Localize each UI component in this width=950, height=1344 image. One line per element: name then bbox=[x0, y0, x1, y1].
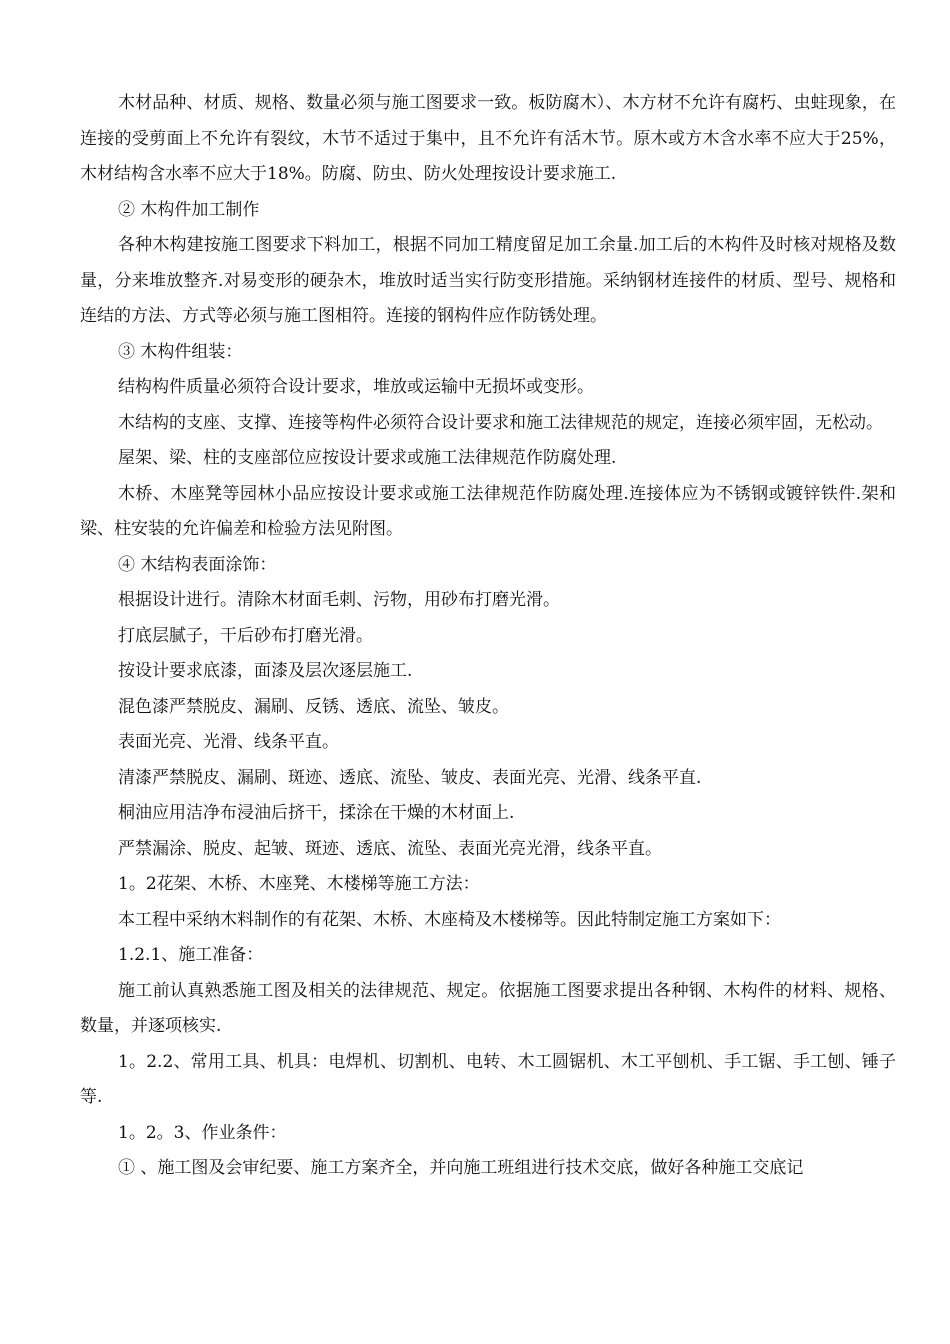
heading-section-1-2-3: 1。2。3、作业条件： bbox=[118, 1122, 287, 1143]
paragraph-garden-features: 木桥、木座凳等园林小品应按设计要求或施工法律规范作防腐处理.连接体应为不锈钢或镀锌铁件.架和梁、柱安装的允许偏差和检验方法见附图。 bbox=[80, 483, 896, 539]
paragraph-coating-2: 打底层腻子，干后砂布打磨光滑。 bbox=[118, 625, 373, 646]
paragraph-coating-8: 严禁漏涂、脱皮、起皱、斑迹、透底、流坠、表面光亮光滑，线条平直。 bbox=[118, 838, 662, 859]
paragraph-coating-1: 根据设计进行。清除木材面毛刺、污物，用砂布打磨光滑。 bbox=[118, 590, 560, 610]
paragraph-coating-6: 清漆严禁脱皮、漏刷、斑迹、透底、流坠、皱皮、表面光亮、光滑、线条平直. bbox=[118, 767, 702, 788]
heading-section-1-2-1: 1.2.1、施工准备： bbox=[118, 945, 264, 965]
paragraph-work-conditions: ① 、施工图及会审纪要、施工方案齐全，并向施工班组进行技术交底，做好各种施工交底记 bbox=[118, 1158, 804, 1178]
paragraph-coating-4: 混色漆严禁脱皮、漏刷、反锈、透底、流坠、皱皮。 bbox=[118, 696, 509, 717]
paragraph-section-1-2: 本工程中采纳木料制作的有花架、木桥、木座椅及木楼梯等。因此特制定施工方案如下： bbox=[118, 909, 781, 930]
paragraph-assembly-quality: 结构构件质量必须符合设计要求，堆放或运输中无损坏或变形。 bbox=[118, 377, 594, 397]
heading-surface-coating: ④ 木结构表面涂饰： bbox=[118, 554, 277, 575]
heading-section-1-2: 1。2花架、木桥、木座凳、木楼梯等施工方法： bbox=[118, 874, 480, 894]
paragraph-coating-7: 桐油应用洁净布浸油后挤干，揉涂在干燥的木材面上. bbox=[118, 803, 515, 823]
heading-component-fabrication: ② 木构件加工制作 bbox=[118, 199, 260, 220]
heading-component-assembly: ③ 木构件组装： bbox=[118, 341, 243, 362]
paragraph-preparation: 施工前认真熟悉施工图及相关的法律规范、规定。依据施工图要求提出各种钢、木构件的材料、规格、数量，并逐项核实. bbox=[80, 980, 896, 1036]
paragraph-coating-5: 表面光亮、光滑、线条平直。 bbox=[118, 732, 339, 752]
paragraph-fabrication: 各种木构建按施工图要求下料加工，根据不同加工精度留足加工余量.加工后的木构件及时核对规格及数量，分来堆放整齐.对易变形的硬杂木，堆放时适当实行防变形措施。采纳钢材连接件的材质、型号、规格和连结的方法、方式等必须与施工图相符。连接的钢构件应作防锈处理。 bbox=[80, 235, 896, 326]
paragraph-roof-truss: 屋架、梁、柱的支座部位应按设计要求或施工法律规范作防腐处理. bbox=[118, 448, 617, 468]
paragraph-tools: 1。2.2、常用工具、机具：电焊机、切割机、电转、木工圆锯机、木工平刨机、手工锯、手工刨、锤子等. bbox=[80, 1051, 896, 1107]
paragraph-coating-3: 按设计要求底漆，面漆及层次逐层施工. bbox=[118, 661, 413, 681]
document-body bbox=[80, 86, 896, 1187]
paragraph-timber-quality: 木材品种、材质、规格、数量必须与施工图要求一致。板防腐木）、木方材不允许有腐朽、虫蛀现象，在连接的受剪面上不允许有裂纹，木节不适过于集中，且不允许有活木节。原木或方木含水率不应大于25%，木材结构含水率不应大于18%。防腐、防虫、防火处理按设计要求施工. bbox=[80, 93, 896, 184]
paragraph-supports: 木结构的支座、支撑、连接等构件必须符合设计要求和施工法律规范的规定，连接必须牢固，无松动。 bbox=[118, 412, 883, 433]
